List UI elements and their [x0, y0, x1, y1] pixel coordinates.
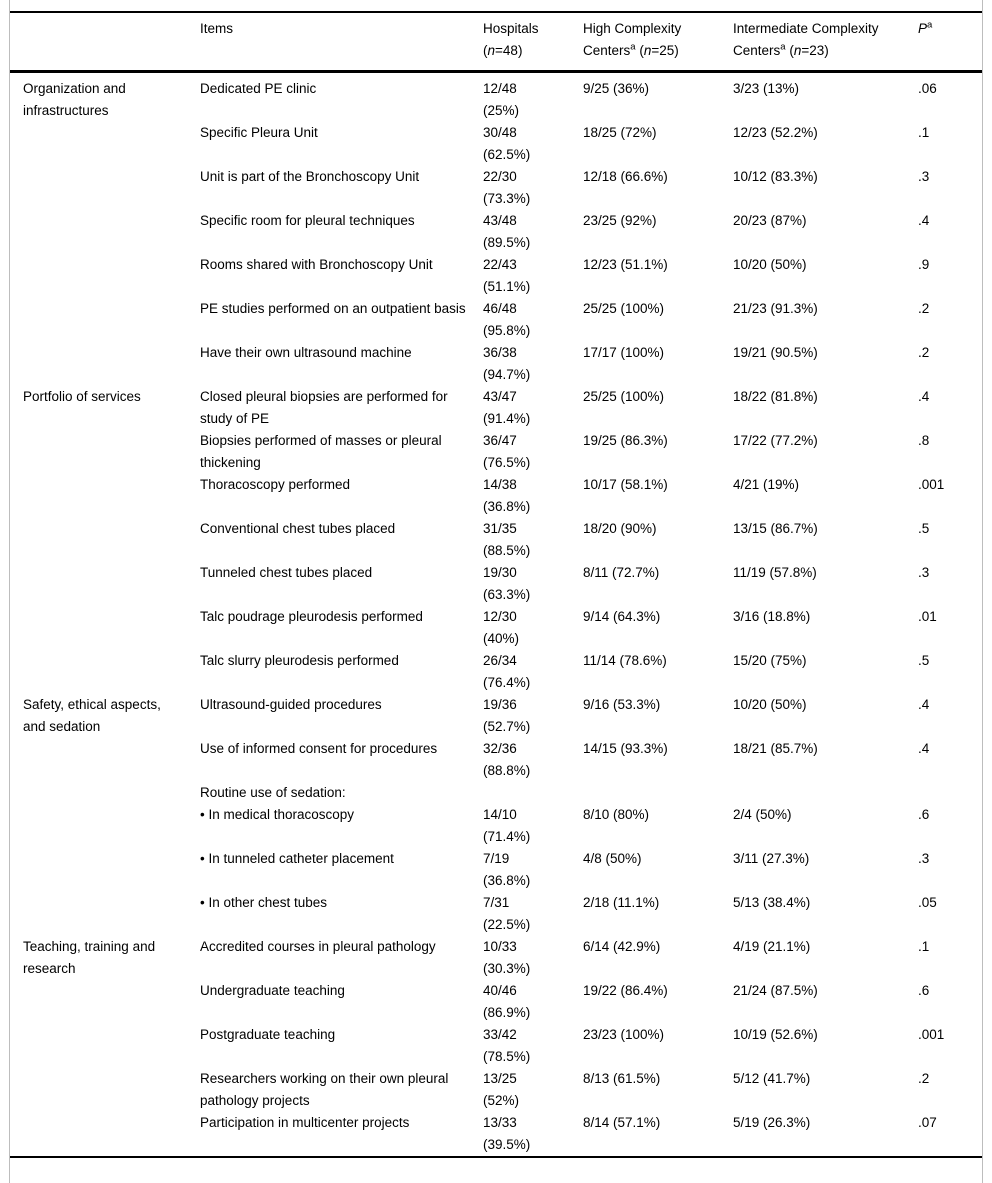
intermediate-complexity-cell: 5/12 (41.7%): [733, 1071, 811, 1086]
p-value-cell: .6: [918, 983, 930, 998]
hospitals-cell: [483, 848, 583, 892]
table-header-row: [10, 12, 982, 72]
p-value-cell: .3: [918, 565, 930, 580]
table-header: [10, 12, 982, 72]
footnote-mark: a: [630, 41, 636, 53]
hospitals-cell: [483, 1112, 583, 1157]
category-cell: [10, 936, 200, 1157]
intermediate-complexity-cell: 18/22 (81.8%): [733, 389, 818, 404]
item-cell: PE studies performed on an outpatient basis: [200, 301, 466, 316]
hospitals-percent: (39.5%): [483, 1137, 531, 1152]
hospitals-fraction: 13/25: [483, 1071, 517, 1086]
hospitals-cell: [483, 1068, 583, 1112]
high-complexity-cell: 8/11 (72.7%): [583, 565, 660, 580]
col-header-high-complexity: [583, 12, 733, 72]
survey-table: [10, 11, 982, 1158]
high-complexity-cell: 12/18 (66.6%): [583, 169, 668, 184]
p-value-cell: .5: [918, 653, 930, 668]
intermediate-complexity-cell: 10/20 (50%): [733, 697, 807, 712]
table-row: [10, 694, 982, 738]
hospitals-cell: [483, 254, 583, 298]
hospitals-percent: (36.8%): [483, 499, 531, 514]
hospitals-fraction: 10/33: [483, 939, 517, 954]
p-value-cell: .8: [918, 433, 930, 448]
hospitals-percent: (51.1%): [483, 279, 531, 294]
intermediate-complexity-cell: 3/11 (27.3%): [733, 851, 810, 866]
hospitals-fraction: 36/38: [483, 345, 517, 360]
item-cell: Tunneled chest tubes placed: [200, 565, 373, 580]
hospitals-percent: (52%): [483, 1093, 520, 1108]
hospitals-fraction: 26/34: [483, 653, 517, 668]
p-value-cell: .05: [918, 895, 937, 910]
table-row: [10, 386, 982, 430]
item-cell: Biopsies performed of masses or pleural thickening: [200, 433, 442, 470]
hospitals-cell: [483, 650, 583, 694]
item-group-label-cell: Routine use of sedation:: [200, 785, 346, 800]
n-symbol: n: [643, 43, 652, 58]
high-complexity-cell: 17/17 (100%): [583, 345, 665, 360]
category-label: Safety, ethical aspects, and sedation: [23, 697, 161, 734]
hospitals-cell: [483, 782, 583, 804]
hospitals-fraction: 14/10: [483, 807, 517, 822]
high-complexity-cell: 8/14 (57.1%): [583, 1115, 661, 1130]
p-value-cell: .06: [918, 81, 937, 96]
high-complexity-cell: 23/25 (92%): [583, 213, 657, 228]
high-complexity-cell: 11/14 (78.6%): [583, 653, 667, 668]
category-cell: [10, 72, 200, 387]
hospitals-percent: (95.8%): [483, 323, 531, 338]
p-value-cell: .1: [918, 125, 930, 140]
intermediate-complexity-cell: 21/24 (87.5%): [733, 983, 818, 998]
intermediate-complexity-cell: 5/19 (26.3%): [733, 1115, 811, 1130]
hospitals-fraction: 7/31: [483, 895, 510, 910]
item-cell: Specific Pleura Unit: [200, 125, 318, 140]
item-cell: • In tunneled catheter placement: [200, 851, 394, 866]
hospitals-fraction: 22/43: [483, 257, 517, 272]
hospitals-percent: (94.7%): [483, 367, 531, 382]
p-value-cell: .3: [918, 169, 930, 184]
high-complexity-cell: [583, 782, 733, 804]
high-complexity-cell: 25/25 (100%): [583, 301, 665, 316]
p-value-cell: .2: [918, 1071, 930, 1086]
item-cell: Accredited courses in pleural pathology: [200, 939, 436, 954]
high-complexity-cell: 8/10 (80%): [583, 807, 650, 822]
item-cell: Dedicated PE clinic: [200, 81, 317, 96]
intermediate-complexity-cell: 12/23 (52.2%): [733, 125, 818, 140]
p-value-cell: .5: [918, 521, 930, 536]
intermediate-complexity-cell: 11/19 (57.8%): [733, 565, 817, 580]
p-value-cell: .4: [918, 213, 930, 228]
footnote-mark: a: [780, 41, 786, 53]
items-header-label: Items: [200, 21, 234, 36]
p-value-cell: .1: [918, 939, 930, 954]
hospitals-header-label: Hospitals (n=48): [483, 21, 539, 58]
category-label: Teaching, training and research: [23, 939, 156, 976]
hospitals-percent: (63.3%): [483, 587, 531, 602]
item-cell: Postgraduate teaching: [200, 1027, 336, 1042]
high-complexity-cell: 10/17 (58.1%): [583, 477, 668, 492]
hospitals-cell: [483, 122, 583, 166]
hospitals-cell: [483, 72, 583, 123]
hospitals-fraction: 12/30: [483, 609, 517, 624]
item-cell: Have their own ultrasound machine: [200, 345, 412, 360]
n-symbol: n: [793, 43, 802, 58]
hospitals-fraction: 7/19: [483, 851, 510, 866]
item-cell: Use of informed consent for procedures: [200, 741, 438, 756]
intermediate-complexity-cell: 21/23 (91.3%): [733, 301, 818, 316]
high-complexity-cell: 14/15 (93.3%): [583, 741, 668, 756]
hospitals-cell: [483, 430, 583, 474]
intermediate-complexity-cell: 3/23 (13%): [733, 81, 800, 96]
hospitals-fraction: 36/47: [483, 433, 517, 448]
intermediate-complexity-cell: [733, 782, 918, 804]
high-complexity-cell: 19/25 (86.3%): [583, 433, 668, 448]
item-cell: • In medical thoracoscopy: [200, 807, 355, 822]
category-cell: [10, 386, 200, 694]
hospitals-percent: (52.7%): [483, 719, 531, 734]
table-row: [10, 936, 982, 980]
col-header-intermediate-complexity: [733, 12, 918, 72]
hospitals-cell: [483, 210, 583, 254]
hospitals-percent: (76.4%): [483, 675, 531, 690]
table-row: [10, 72, 982, 123]
item-cell: Conventional chest tubes placed: [200, 521, 396, 536]
hospitals-percent: (71.4%): [483, 829, 531, 844]
high-complexity-cell: 6/14 (42.9%): [583, 939, 661, 954]
hospitals-cell: [483, 474, 583, 518]
table-frame: [9, 0, 983, 1183]
hospitals-cell: [483, 804, 583, 848]
hospitals-percent: (36.8%): [483, 873, 531, 888]
item-cell: Specific room for pleural techniques: [200, 213, 415, 228]
p-value-cell: .4: [918, 741, 930, 756]
item-cell: Talc poudrage pleurodesis performed: [200, 609, 423, 624]
n-symbol: n: [487, 43, 496, 58]
item-cell: Participation in multicenter projects: [200, 1115, 410, 1130]
hospitals-cell: [483, 738, 583, 782]
hospitals-percent: (88.5%): [483, 543, 531, 558]
hospitals-percent: (76.5%): [483, 455, 531, 470]
hospitals-cell: [483, 936, 583, 980]
intermediate-complexity-cell: 13/15 (86.7%): [733, 521, 818, 536]
p-value-cell: .07: [918, 1115, 937, 1130]
high-complexity-cell: 8/13 (61.5%): [583, 1071, 661, 1086]
item-cell: Ultrasound-guided procedures: [200, 697, 382, 712]
hospitals-fraction: 14/38: [483, 477, 517, 492]
col-header-category: [10, 12, 200, 72]
hospitals-cell: [483, 518, 583, 562]
intermediate-complexity-cell: 4/19 (21.1%): [733, 939, 811, 954]
hospitals-fraction: 22/30: [483, 169, 517, 184]
high-complexity-cell: 25/25 (100%): [583, 389, 665, 404]
high-complexity-cell: 19/22 (86.4%): [583, 983, 668, 998]
table-body: [10, 72, 982, 1158]
item-cell: • In other chest tubes: [200, 895, 328, 910]
p-value-cell: .001: [918, 477, 945, 492]
hospitals-percent: (91.4%): [483, 411, 531, 426]
hospitals-percent: (73.3%): [483, 191, 531, 206]
intermediate-complexity-cell: 10/19 (52.6%): [733, 1027, 818, 1042]
hospitals-percent: (78.5%): [483, 1049, 531, 1064]
p-value-cell: .3: [918, 851, 930, 866]
hospitals-fraction: 33/42: [483, 1027, 517, 1042]
hospitals-cell: [483, 892, 583, 936]
intermediate-complexity-cell: 15/20 (75%): [733, 653, 807, 668]
hospitals-fraction: 31/35: [483, 521, 517, 536]
hospitals-fraction: 43/47: [483, 389, 517, 404]
hospitals-fraction: 13/33: [483, 1115, 517, 1130]
col-header-p-value: [918, 12, 982, 72]
high-complexity-cell: 4/8 (50%): [583, 851, 642, 866]
p-value-cell: .4: [918, 389, 930, 404]
hospitals-fraction: 43/48: [483, 213, 517, 228]
item-cell: Closed pleural biopsies are performed for study of PE: [200, 389, 448, 426]
hospitals-fraction: 19/36: [483, 697, 517, 712]
high-complexity-cell: 9/25 (36%): [583, 81, 650, 96]
hospitals-percent: (62.5%): [483, 147, 531, 162]
hospitals-cell: [483, 562, 583, 606]
hospitals-cell: [483, 606, 583, 650]
intermediate-complexity-cell: 10/12 (83.3%): [733, 169, 818, 184]
hospitals-fraction: 30/48: [483, 125, 517, 140]
p-value-cell: .2: [918, 301, 930, 316]
category-label: Portfolio of services: [23, 389, 141, 404]
high-complexity-cell: 2/18 (11.1%): [583, 895, 660, 910]
hospitals-cell: [483, 980, 583, 1024]
p-value-cell: .001: [918, 1027, 945, 1042]
hospitals-fraction: 32/36: [483, 741, 517, 756]
high-complexity-cell: 12/23 (51.1%): [583, 257, 668, 272]
footnote-mark: a: [927, 19, 933, 31]
item-cell: Undergraduate teaching: [200, 983, 345, 998]
hospitals-fraction: 19/30: [483, 565, 517, 580]
intermediate-complexity-header-label: Intermediate Complexity Centers$^a$ (n=23): [733, 21, 879, 58]
high-complexity-cell: 9/16 (53.3%): [583, 697, 661, 712]
intermediate-complexity-cell: 18/21 (85.7%): [733, 741, 818, 756]
p-value-cell: .9: [918, 257, 930, 272]
high-complexity-header-label: High Complexity Centers$^a$ (n=25): [583, 21, 682, 58]
hospitals-cell: [483, 298, 583, 342]
category-label: Organization and infrastructures: [23, 81, 126, 118]
hospitals-percent: (89.5%): [483, 235, 531, 250]
intermediate-complexity-cell: 19/21 (90.5%): [733, 345, 818, 360]
intermediate-complexity-cell: 5/13 (38.4%): [733, 895, 811, 910]
hospitals-percent: (30.3%): [483, 961, 531, 976]
p-value-cell: .6: [918, 807, 930, 822]
hospitals-cell: [483, 166, 583, 210]
p-value-header-label: $P^a$: [918, 19, 933, 36]
high-complexity-cell: 9/14 (64.3%): [583, 609, 661, 624]
hospitals-cell: [483, 1024, 583, 1068]
item-cell: Thoracoscopy performed: [200, 477, 351, 492]
intermediate-complexity-cell: 4/21 (19%): [733, 477, 800, 492]
intermediate-complexity-cell: 3/16 (18.8%): [733, 609, 811, 624]
col-header-items: [200, 12, 483, 72]
hospitals-cell: [483, 694, 583, 738]
hospitals-percent: (22.5%): [483, 917, 531, 932]
hospitals-percent: (25%): [483, 103, 520, 118]
high-complexity-cell: 18/25 (72%): [583, 125, 657, 140]
high-complexity-cell: 18/20 (90%): [583, 521, 657, 536]
intermediate-complexity-cell: 17/22 (77.2%): [733, 433, 818, 448]
item-cell: Rooms shared with Bronchoscopy Unit: [200, 257, 433, 272]
p-value-cell: .01: [918, 609, 937, 624]
item-cell: Unit is part of the Bronchoscopy Unit: [200, 169, 420, 184]
intermediate-complexity-cell: 2/4 (50%): [733, 807, 792, 822]
hospitals-percent: (40%): [483, 631, 520, 646]
hospitals-percent: (88.8%): [483, 763, 531, 778]
intermediate-complexity-cell: 10/20 (50%): [733, 257, 807, 272]
hospitals-fraction: 12/48: [483, 81, 517, 96]
hospitals-percent: (86.9%): [483, 1005, 531, 1020]
high-complexity-cell: 23/23 (100%): [583, 1027, 665, 1042]
hospitals-cell: [483, 386, 583, 430]
p-value-cell: .2: [918, 345, 930, 360]
category-cell: [10, 694, 200, 936]
p-value-cell: .4: [918, 697, 930, 712]
item-cell: Talc slurry pleurodesis performed: [200, 653, 399, 668]
hospitals-fraction: 46/48: [483, 301, 517, 316]
intermediate-complexity-cell: 20/23 (87%): [733, 213, 807, 228]
hospitals-fraction: 40/46: [483, 983, 517, 998]
item-cell: Researchers working on their own pleural pathology projects: [200, 1071, 449, 1108]
col-header-hospitals: [483, 12, 583, 72]
p-value-cell: [918, 782, 982, 804]
hospitals-cell: [483, 342, 583, 386]
